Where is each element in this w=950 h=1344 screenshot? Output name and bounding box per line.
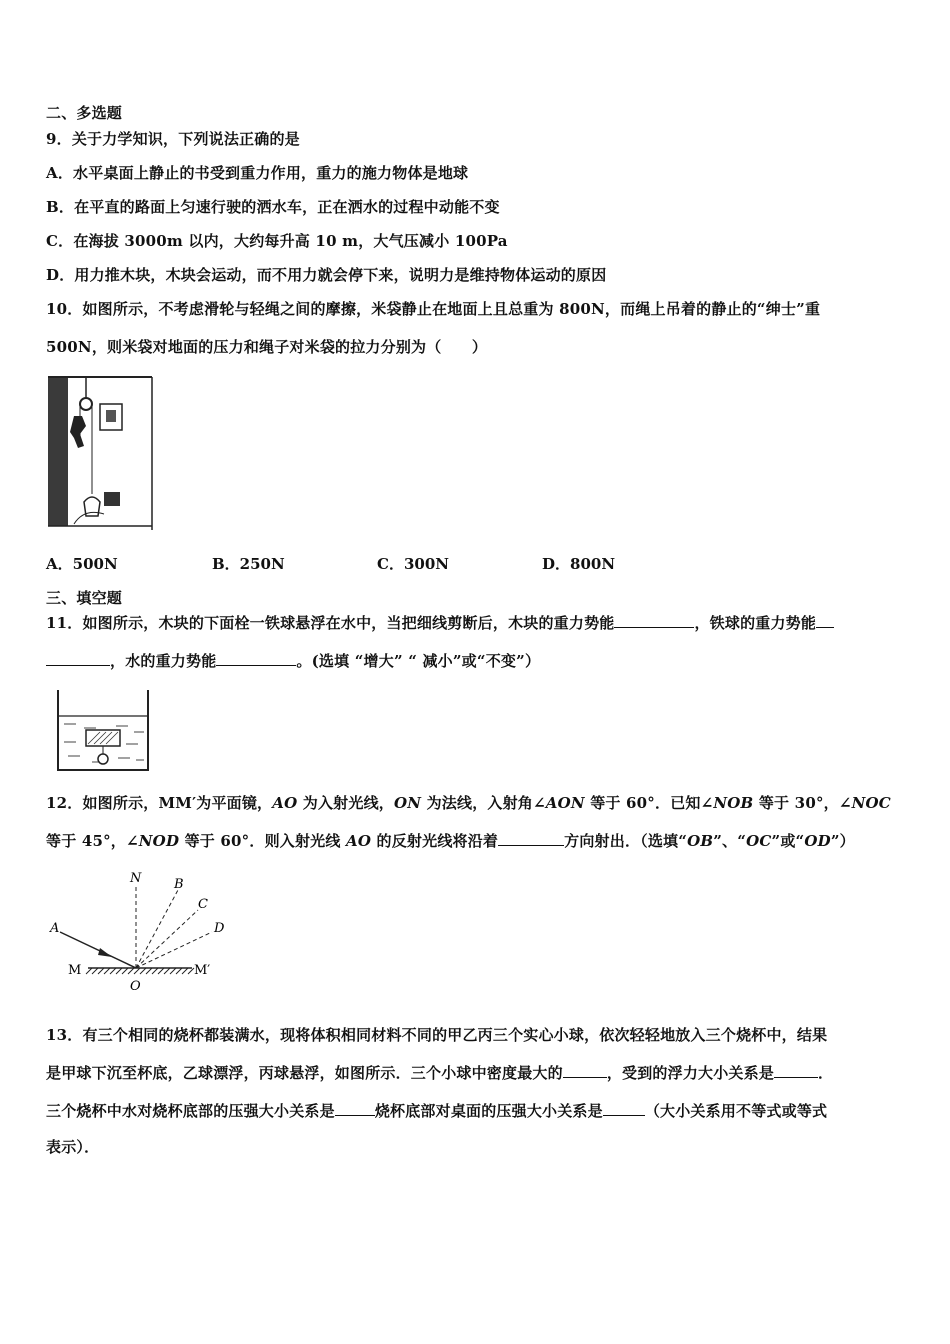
section-title-fill-in: 三、填空题 [46, 589, 123, 607]
q13-text-5: 烧杯底部对桌面的压强大小关系是 [374, 1102, 603, 1120]
q12-text-12: ”） [830, 832, 855, 850]
q11-text-4: 。(选填 “增大” “ 减小”或“不变”） [296, 652, 541, 670]
label-n: N [130, 871, 142, 886]
q9-option-d: D．用力推木块，木块会运动，而不用力就会停下来，说明力是维持物体运动的原因 [46, 266, 607, 284]
q12-text-3: 为法线，入射角∠ [421, 794, 546, 812]
q12-text-2: 为入射光线， [297, 794, 394, 812]
label-o: O [130, 979, 141, 994]
q12-text-5: 等于 30°，∠ [753, 794, 852, 812]
ray-oc [136, 910, 198, 968]
label-m-prime: M′ [194, 963, 211, 978]
q13-line1: 13．有三个相同的烧杯都装满水，现将体积相同材料不同的甲乙丙三个实心小球，依次轻轻地放入三个烧杯中，结果 [46, 1026, 828, 1044]
q13-blank-1 [563, 1063, 607, 1078]
q12-od: OD [804, 832, 831, 850]
q12-on: ON [393, 794, 422, 812]
q11-beaker-figure [56, 688, 152, 774]
q12-aon: AON [545, 794, 585, 812]
q12-nob: NOB [713, 794, 754, 812]
q13-blank-4 [603, 1101, 645, 1116]
q12-ob: OB [687, 832, 714, 850]
q11-blank-2a [816, 613, 834, 628]
iron-ball [98, 754, 108, 764]
q12-ao-2: AO [346, 832, 372, 850]
label-a: A [50, 921, 60, 936]
q12-text-10: ”、“ [713, 832, 747, 850]
q10-stem-line2: 500N，则米袋对地面的压力和绳子对米袋的拉力分别为（ ） [46, 338, 488, 356]
q13-line4: 表示）． [46, 1138, 100, 1156]
section-title-multiple-choice: 二、多选题 [46, 104, 123, 122]
q12-text-7: 等于 60°．则入射光线 [179, 832, 346, 850]
ray-ob [136, 890, 178, 968]
label-c: C [198, 897, 208, 912]
label-d: D [214, 921, 225, 936]
q10-option-b: B．250N [212, 555, 285, 573]
q12-text-6: 等于 45°，∠ [46, 832, 139, 850]
q11-text-1: 11．如图所示，木块的下面栓一铁球悬浮在水中，当把细线剪断后，木块的重力势能 [46, 614, 615, 632]
q10-option-d: D．800N [542, 555, 616, 573]
q11-blank-1 [614, 613, 694, 628]
q12-text-4: 等于 60°．已知∠ [584, 794, 714, 812]
label-b: B [174, 877, 184, 892]
wall-post [48, 376, 68, 526]
q11-text-3: ，水的重力势能 [110, 652, 217, 670]
q10-option-a: A．500N [46, 555, 118, 573]
q11-line1 [46, 612, 834, 633]
q12-line2 [46, 830, 855, 851]
q11-blank-3 [216, 651, 296, 666]
q9-stem: 9．关于力学知识，下列说法正确的是 [46, 130, 300, 148]
q12-text-1: 12．如图所示，MM′为平面镜， [46, 794, 273, 812]
q12-text-11: ”或“ [771, 832, 805, 850]
q13-text-1: 是甲球下沉至杯底，乙球漂浮，丙球悬浮，如图所示．三个小球中密度最大的 [46, 1064, 563, 1082]
q9-option-a: A．水平桌面上静止的书受到重力作用，重力的施力物体是地球 [46, 164, 469, 182]
q9-option-c: C．在海拔 3000m 以内，大约每升高 10 m，大气压减小 100Pa [46, 232, 508, 250]
q12-nod: NOD [138, 832, 180, 850]
q10-pulley-figure [46, 374, 154, 532]
q13-blank-3 [335, 1101, 375, 1116]
q12-mirror-figure [46, 868, 246, 996]
q13-text-4: 三个烧杯中水对烧杯底部的压强大小关系是 [46, 1102, 335, 1120]
q10-option-c: C．300N [377, 555, 449, 573]
q12-ao: AO [272, 794, 298, 812]
q13-blank-2 [774, 1063, 818, 1078]
q12-text-9: 方向射出．（选填“ [564, 832, 688, 850]
q12-line1 [46, 792, 891, 813]
label-m: M [68, 963, 82, 978]
q12-blank [498, 831, 564, 846]
q11-text-2: ，铁球的重力势能 [694, 614, 817, 632]
q10-stem-line1: 10．如图所示，不考虑滑轮与轻绳之间的摩擦，米袋静止在地面上且总重为 800N，而绳上吊着的静止的“绅士”重 [46, 300, 821, 318]
q13-text-6: （大小关系用不等式或等式 [644, 1102, 828, 1120]
q11-blank-2b [46, 651, 110, 666]
q13-line2 [46, 1062, 833, 1083]
wooden-block [86, 730, 120, 746]
q13-text-3: ． [818, 1064, 834, 1082]
q9-option-b: B．在平直的路面上匀速行驶的洒水车，正在洒水的过程中动能不变 [46, 198, 500, 216]
q12-text-8: 的反射光线将沿着 [371, 832, 499, 850]
q13-line3 [46, 1100, 827, 1121]
q12-noc: NOC [851, 794, 891, 812]
q11-line2 [46, 650, 540, 671]
q12-oc: OC [746, 832, 772, 850]
q13-text-2: ，受到的浮力大小关系是 [606, 1064, 775, 1082]
